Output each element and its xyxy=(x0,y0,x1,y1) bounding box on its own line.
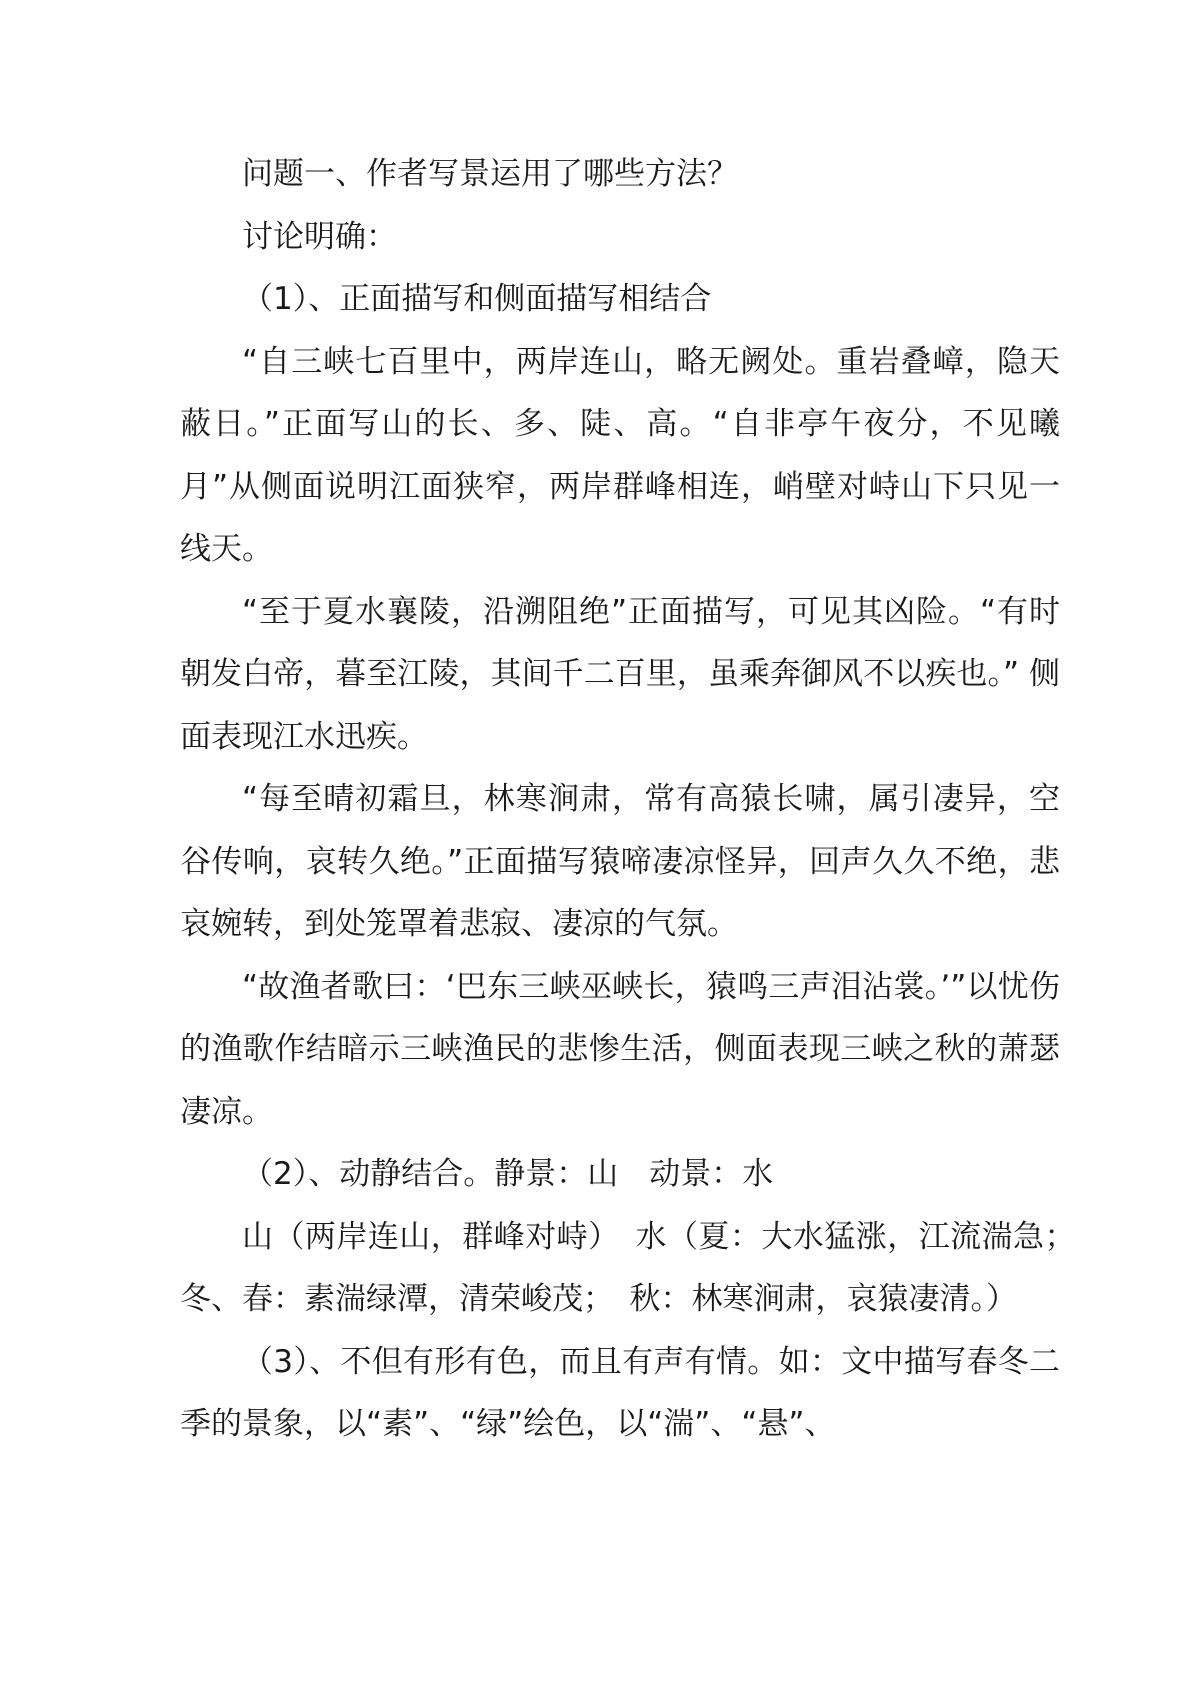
body-paragraph: “每至晴初霜旦，林寒涧肃，常有高猿长啸，属引凄异，空谷传响，哀转久绝。”正面描写猿啼凄凉怪异，回声久久不绝，悲哀婉转，到处笼罩着悲寂、凄凉的气氛。 xyxy=(180,781,1060,942)
body-paragraph: “故渔者歌曰：‘巴东三峡巫峡长，猿鸣三声泪沾裳。’”以忧伤的渔歌作结暗示三峡渔民的悲惨生活，侧面表现三峡之秋的萧瑟凄凉。 xyxy=(180,968,1060,1130)
point-2-heading: （2）、动静结合。静景：山 动景：水 xyxy=(242,1156,774,1192)
document-body xyxy=(180,143,1091,1456)
body-paragraph: 山（两岸连山，群峰对峙） 水（夏：大水猛涨，江流湍急； 冬、春：素湍绿潭，清荣峻茂； 秋：林寒涧肃，哀猿凄清。） xyxy=(180,1218,1091,1317)
question-heading: 问题一、作者写景运用了哪些方法？ xyxy=(242,156,738,192)
discussion-label: 讨论明确： xyxy=(242,218,397,255)
body-paragraph: “至于夏水襄陵，沿溯阻绝”正面描写，可见其凶险。“有时朝发白帝，暮至江陵，其间千二百里，虽乘奔御风不以疾也。” 侧面表现江水迅疾。 xyxy=(180,593,1060,755)
point-1-heading: （1）、正面描写和侧面描写相结合 xyxy=(242,281,712,317)
body-paragraph: “自三峡七百里中，两岸连山，略无阙处。重岩叠嶂，隐天蔽日。”正面写山的长、多、陡、高。“自非亭午夜分，不见曦月”从侧面说明江面狭窄，两岸群峰相连，峭壁对峙山下只见一线天。 xyxy=(180,343,1060,567)
point-3-paragraph: （3）、不但有形有色，而且有声有情。如：文中描写春冬二季的景象，以“素”、“绿”绘色，以“湍”、“悬”、 xyxy=(180,1343,1060,1442)
